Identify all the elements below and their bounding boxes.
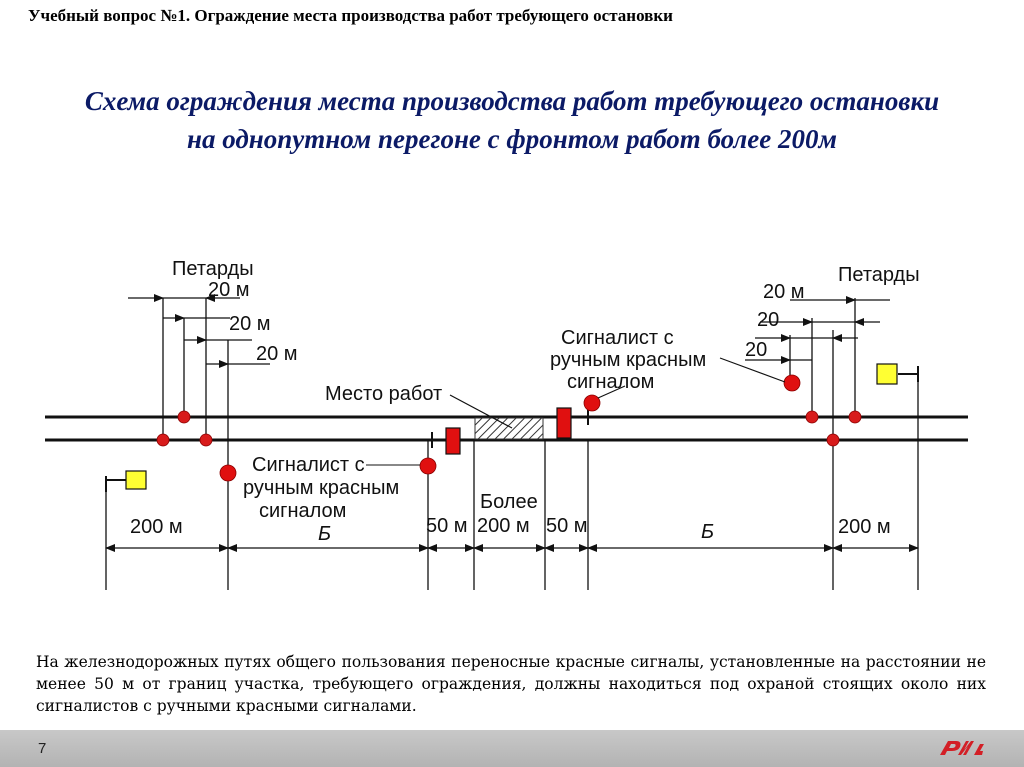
petard-right-3 xyxy=(849,411,861,423)
rzd-logo xyxy=(936,737,986,759)
label-petardy-left: Петарды xyxy=(172,258,254,280)
dim-b-left: Б xyxy=(318,523,332,545)
label-signalist-left-2: ручным красным xyxy=(243,477,400,499)
petard-right-2 xyxy=(827,434,839,446)
work-zone xyxy=(475,418,543,439)
red-signal-right xyxy=(557,408,588,438)
diagram-title-line-2: на однопутном перегоне с фронтом работ более 200м xyxy=(187,124,837,154)
signalman-left-inner xyxy=(420,458,436,474)
petard-left-3 xyxy=(200,434,212,446)
yellow-signal-left xyxy=(106,471,146,492)
signalman-left-outer xyxy=(220,465,236,481)
label-20-right-2: 20 xyxy=(757,309,780,331)
dim-200m-left: 200 м xyxy=(130,516,183,538)
label-20m-left-2: 20 м xyxy=(229,313,271,335)
label-signalist-right-3: сигналом xyxy=(567,371,655,393)
dim-bolee-line-1: Более xyxy=(480,491,538,513)
dim-bolee-line-2: 200 м xyxy=(477,515,530,537)
label-signalist-left-1: Сигналист с xyxy=(252,454,365,476)
page-number: 7 xyxy=(38,740,47,757)
label-20m-right-1: 20 м xyxy=(763,281,805,303)
label-signalist-right-2: ручным красным xyxy=(550,349,707,371)
signalman-right-inner xyxy=(584,395,600,411)
label-20m-left-1: 20 м xyxy=(208,279,250,301)
dim-50m-left: 50 м xyxy=(426,515,468,537)
red-signal-left xyxy=(432,428,460,454)
petard-right-1 xyxy=(806,411,818,423)
signalman-right-outer xyxy=(784,375,800,391)
label-20-right-3: 20 xyxy=(745,339,768,361)
slide-header: Учебный вопрос №1. Ограждение места производства работ требующего остановки xyxy=(28,6,673,25)
dim-200m-right: 200 м xyxy=(838,516,891,538)
label-petardy-right: Петарды xyxy=(838,264,920,286)
label-signalist-right-1: Сигналист с xyxy=(561,327,674,349)
explanation-text: На железнодорожных путях общего пользования переносные красные сигналы, установленные на расстоянии не менее 50 м от границ участка, требующего ограждения, должны находиться под охраной стоящих около них сигналистов с ручными красными сигналами. xyxy=(36,653,986,715)
dim-b-right: Б xyxy=(701,521,715,543)
petard-left-1 xyxy=(157,434,169,446)
label-mesto-rabot: Место работ xyxy=(325,383,443,405)
label-20m-left-3: 20 м xyxy=(256,343,298,365)
dim-50m-right: 50 м xyxy=(546,515,588,537)
petard-left-2 xyxy=(178,411,190,423)
diagram-title-line-1: Схема ограждения места производства работ требующего остановки xyxy=(84,86,940,116)
label-signalist-left-3: сигналом xyxy=(259,500,347,522)
yellow-signal-right xyxy=(877,364,918,384)
footer-bar xyxy=(0,730,1024,767)
extension-lines xyxy=(106,298,918,590)
